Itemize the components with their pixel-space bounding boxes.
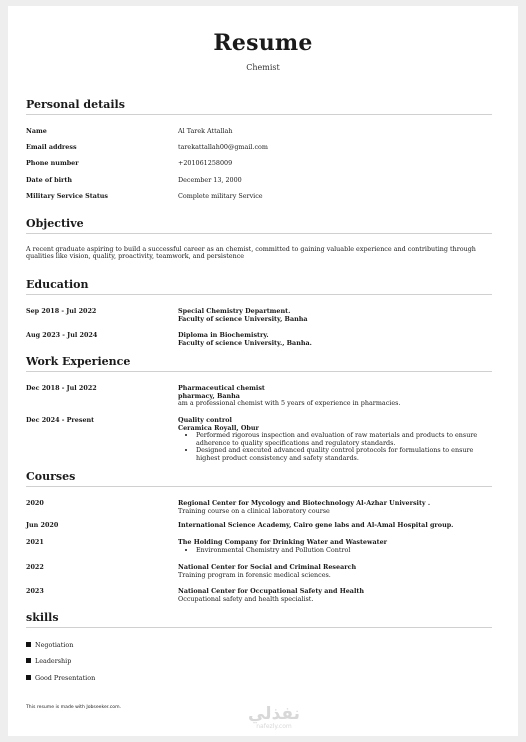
section-title-objective: Objective xyxy=(26,217,492,234)
skill-label: Leadership xyxy=(35,657,72,665)
skill-item xyxy=(26,641,73,649)
work-role: Pharmaceutical chemist xyxy=(178,384,265,392)
work-org: Ceramica Royall, Obur xyxy=(178,423,259,432)
course-bullet: • Environmental Chemistry and Pollution Control xyxy=(196,547,492,555)
education-section xyxy=(26,278,492,347)
work-bullets xyxy=(178,432,492,462)
section-title-skills: skills xyxy=(26,611,492,628)
square-bullet-icon xyxy=(26,675,31,680)
personal-details-section xyxy=(26,98,492,200)
course-date: 2023 xyxy=(26,587,44,595)
education-school: Faculty of science University, Banha xyxy=(178,314,308,323)
square-bullet-icon xyxy=(26,658,31,663)
watermark-arabic: نفذلي xyxy=(247,704,301,724)
row-label: Name xyxy=(26,127,47,135)
education-title: Special Chemistry Department. xyxy=(178,307,291,315)
work-bullet: • Designed and executed advanced quality control protocols for formulations to ensure highest product consistency and safety standards. xyxy=(196,447,492,462)
skill-item xyxy=(26,657,71,665)
education-date: Aug 2023 - Jul 2024 xyxy=(26,331,98,339)
work-description: am a professional chemist with 5 years of experience in pharmacies. xyxy=(178,399,401,408)
row-label: Date of birth xyxy=(26,176,73,184)
section-title-courses: Courses xyxy=(26,470,492,487)
resume-page xyxy=(8,6,518,736)
course-date: 2021 xyxy=(26,538,44,546)
education-title: Diploma in Biochemistry. xyxy=(178,331,269,339)
work-date: Dec 2018 - Jul 2022 xyxy=(26,384,97,392)
education-date: Sep 2018 - Jul 2022 xyxy=(26,307,97,315)
skill-label: Negotiation xyxy=(35,641,74,649)
course-date: 2022 xyxy=(26,563,44,571)
square-bullet-icon xyxy=(26,642,31,647)
row-value: tarekattallah00@gmail.com xyxy=(178,143,268,151)
skills-section xyxy=(26,611,492,682)
watermark-logo xyxy=(224,705,324,730)
work-bullet: • Performed rigorous inspection and evaluation of raw materials and products to ensure adherence to quality specifications and regulatory standards. xyxy=(196,432,492,447)
course-name: The Holding Company for Drinking Water and Wastewater xyxy=(178,538,387,546)
resume-subtitle: Chemist xyxy=(246,63,280,72)
section-title-education: Education xyxy=(26,278,492,295)
work-org: pharmacy, Banha xyxy=(178,391,240,400)
course-date: 2020 xyxy=(26,499,44,507)
work-experience-section xyxy=(26,355,492,462)
course-name: National Center for Occupational Safety and Health xyxy=(178,587,364,595)
courses-section xyxy=(26,470,492,603)
course-date: Jun 2020 xyxy=(26,521,59,529)
row-label: Military Service Status xyxy=(26,192,109,200)
row-label: Phone number xyxy=(26,159,79,167)
section-title-work: Work Experience xyxy=(26,355,492,372)
course-description: Training program in forensic medical sciences. xyxy=(178,570,331,579)
course-name: Regional Center for Mycology and Biotechnology Al-Azhar University . xyxy=(178,499,431,507)
work-date: Dec 2024 - Present xyxy=(26,416,95,424)
watermark-latin: nafezly.com xyxy=(256,723,292,730)
course-description: Occupational safety and health specialist. xyxy=(178,594,314,603)
course-description: Training course on a clinical laboratory course xyxy=(178,506,330,515)
objective-text: A recent graduate aspiring to build a successful career as an chemist, committed to gaining valuable experience and contributing through qualities like vision, quality, proactivity, teamwork, and persistence xyxy=(26,245,476,261)
course-name: International Science Academy, Cairo gene labs and Al-Amal Hospital group. xyxy=(178,521,454,529)
row-value: Al Tarek Attallah xyxy=(178,127,233,135)
course-bullets xyxy=(178,547,492,555)
section-title-personal: Personal details xyxy=(26,98,492,115)
course-name: National Center for Social and Criminal Research xyxy=(178,563,357,571)
row-value: December 13, 2000 xyxy=(178,176,242,184)
footer-note: This resume is made with Jobseeker.com. xyxy=(26,705,122,710)
work-role: Quality control xyxy=(178,416,232,424)
row-value: +201061258009 xyxy=(178,159,233,167)
education-school: Faculty of science University., Banha. xyxy=(178,338,312,347)
resume-title: Resume xyxy=(213,30,313,56)
row-value: Complete military Service xyxy=(178,192,263,200)
skill-label: Good Presentation xyxy=(35,674,96,682)
objective-section xyxy=(26,217,492,261)
row-label: Email address xyxy=(26,143,77,151)
skill-item xyxy=(26,674,95,682)
